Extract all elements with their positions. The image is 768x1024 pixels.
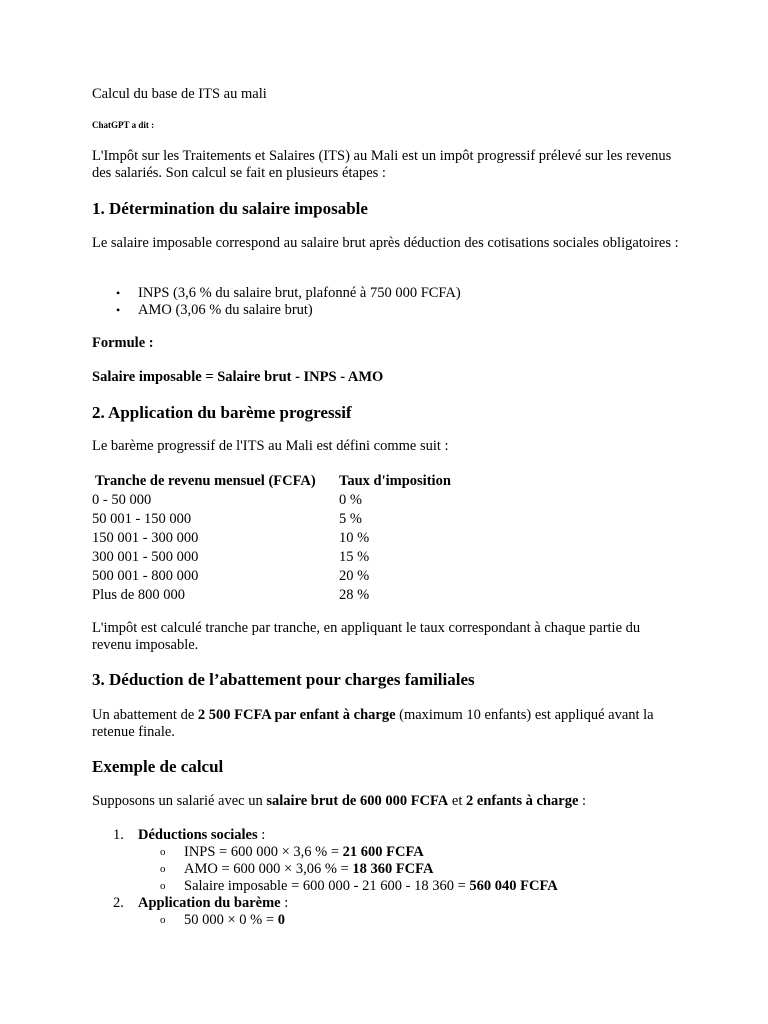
text-emphasis: 0 [277,912,285,928]
step-label: Déductions sociales [138,827,258,843]
circle-bullet-icon: o [160,846,166,858]
step-number: 1. [113,827,124,843]
text-fragment: : [578,793,587,809]
step-sublist [138,912,558,929]
example-heading: Exemple de calcul [92,757,224,776]
table-row [92,587,451,606]
table-row [92,511,451,530]
section1-heading: 1. Détermination du salaire imposable [92,199,368,218]
text-fragment: : [257,827,266,843]
sublist-item [92,878,558,895]
document-title: Calcul du base de ITS au mali [92,86,267,102]
step-sublist [138,844,558,895]
table-row [92,530,451,549]
bareme-table [92,473,451,606]
text-fragment: INPS = 600 000 × 3,6 % = [184,844,343,860]
bullet-icon: • [116,303,121,317]
example-steps [92,827,558,929]
cotisations-list [92,285,461,319]
cell-tranche: 0 - 50 000 [92,492,152,508]
text-emphasis: 18 360 FCFA [352,861,434,877]
text-fragment: (maximum 10 enfants) est appliqué avant la retenue finale. [92,707,654,740]
text-emphasis: 2 500 FCFA par enfant à charge [197,707,396,723]
intro-paragraph: L'Impôt sur les Traitements et Salaires (ITS) au Mali est un impôt progressif prélevé sur les revenus des salariés. Son calcul se fait en plusieurs étapes : [92,148,672,181]
table-header-row [92,473,451,492]
list-item [92,302,461,319]
cell-tranche: 300 001 - 500 000 [92,549,199,565]
cell-taux: 15 % [339,549,370,565]
cell-taux: 10 % [339,530,370,546]
text-fragment: 50 000 × 0 % = [184,912,278,928]
column-header-tranche: Tranche de revenu mensuel (FCFA) [95,473,316,489]
cell-taux: 0 % [339,492,362,508]
table-row [92,568,451,587]
step-label: Application du barème [138,895,281,911]
step-item [92,827,558,895]
text-emphasis: 560 040 FCFA [469,878,558,894]
author-label: ChatGPT a dit : [92,120,155,130]
cell-taux: 20 % [339,568,370,584]
formula: Salaire imposable = Salaire brut - INPS - AMO [92,369,384,385]
cell-tranche: 50 001 - 150 000 [92,511,192,527]
text-fragment: : [280,895,289,911]
step-number: 2. [113,895,124,911]
step-item [92,895,558,929]
section3-text [92,707,682,741]
section2-text: Le barème progressif de l'ITS au Mali est défini comme suit : [92,438,449,454]
bullet-icon: • [116,286,121,300]
list-item [92,285,461,302]
text-fragment: Un abattement de [92,707,198,723]
section2-heading: 2. Application du barème progressif [92,403,352,422]
section1-text: Le salaire imposable correspond au salaire brut après déduction des cotisations sociales obligatoires : [92,235,679,251]
cell-taux: 28 % [339,587,370,603]
table-row [92,549,451,568]
text-fragment: et [448,793,467,809]
list-item-text: INPS (3,6 % du salaire brut, plafonné à 750 000 FCFA) [138,285,461,301]
cell-tranche: 500 001 - 800 000 [92,568,199,584]
formula-label: Formule : [92,335,154,351]
cell-tranche: Plus de 800 000 [92,587,186,603]
text-emphasis: 21 600 FCFA [342,844,424,860]
circle-bullet-icon: o [160,863,166,875]
text-fragment: Supposons un salarié avec un [92,793,267,809]
table-row [92,492,451,511]
circle-bullet-icon: o [160,914,166,926]
text-emphasis: salaire brut de 600 000 FCFA [266,793,449,809]
text-emphasis: 2 enfants à charge [466,793,579,809]
section3-heading: 3. Déduction de l’abattement pour charges familiales [92,670,475,689]
cell-taux: 5 % [339,511,362,527]
column-header-taux: Taux d'imposition [339,473,451,489]
list-item-text: AMO (3,06 % du salaire brut) [138,302,313,318]
example-text [92,793,586,810]
circle-bullet-icon: o [160,880,166,892]
section2-after-text: L'impôt est calculé tranche par tranche, en appliquant le taux correspondant à chaque partie du revenu imposable. [92,620,641,653]
sublist-item [92,861,558,878]
sublist-item [92,844,558,861]
sublist-item [92,912,558,929]
text-fragment: AMO = 600 000 × 3,06 % = [184,861,353,877]
cell-tranche: 150 001 - 300 000 [92,530,199,546]
text-fragment: Salaire imposable = 600 000 - 21 600 - 18 360 = [184,878,470,894]
